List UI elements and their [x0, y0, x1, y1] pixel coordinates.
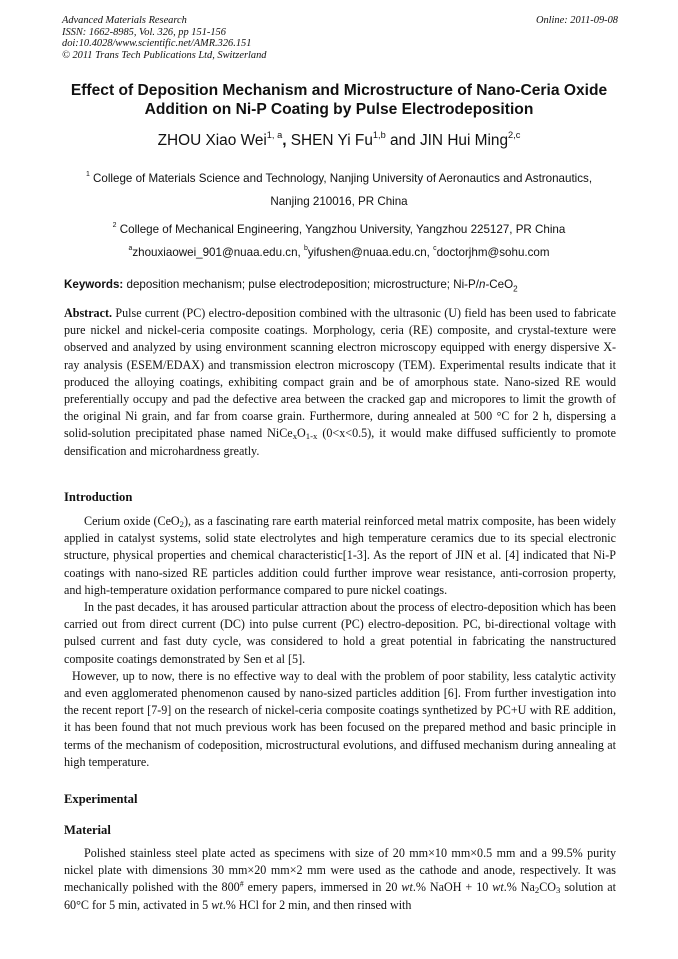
affiliation-1-line-2: Nanjing 210016, PR China [270, 195, 408, 208]
abstract-label: Abstract. [64, 306, 113, 320]
email-c-mark: c [433, 245, 437, 253]
section-heading-introduction: Introduction [64, 490, 133, 504]
exp-p1-b: emery papers, immersed in 20 [243, 880, 402, 895]
exp-wt-1: wt [401, 880, 413, 895]
author-1-affil: 1, a [266, 129, 283, 140]
exp-p1-c: .% NaOH + 10 [412, 880, 493, 895]
abstract-text-2: (0<x<0.5), it would make diffused sufficiently to promote densification and microhardness greatly. [64, 426, 616, 458]
exp-p1-a: Polished stainless steel plate acted as specimens with size of 20 mm×10 mm×0.5 mm and a 99.5% purity nickel plate with dimensions 30 mm×20 mm×2 mm were used as the cathode and anode, respectively. It was mechanically polished with the 800 [64, 846, 616, 895]
intro-paragraph-3: However, up to now, there is no effective way to deal with the problem of poor stability, less catalytic activity and even agglomerated phenomenon caused by nano-sized particles addition [6]. From further investigation into the recent report [7-9] on the research of nickel-ceria composite coatings synthetized by PC+U with RE addition, it has been found that not much previous work has been focused on the prepared method and basic principle in terms of the mechanism of codeposition, microstructural evolutions, and diffused mechanism during annealing at high temperature. [64, 668, 616, 769]
exp-wt-2: wt [492, 880, 504, 895]
experimental-paragraph-1 [64, 845, 620, 914]
exp-sub-2: 3 [556, 885, 561, 896]
intro-p1-b: ), as a fascinating rare earth material reinforced metal matrix composite, has been widely applied in catalyst systems, solid state electrolytes and high temperature ceramics due to its special electronic structure, physical properties and chemical characteristic[1-3]. As the report of JIN et al. [4] indicated that Ni-P coatings with nano-sized RE particles addition could further improve wear resistance, anti-corrosion property, and high-temperature oxidation performance compared to pure nickel coatings. [64, 514, 616, 597]
email-c: doctorjhm@sohu.com [436, 246, 550, 259]
email-a-mark: a [128, 245, 133, 253]
affiliation-1 [30, 167, 648, 213]
intro-p1-a: Cerium oxide (CeO [84, 514, 180, 528]
author-separator-2: and [385, 132, 420, 149]
email-a: zhouxiaowei_901@nuaa.edu.cn, [132, 246, 304, 259]
introduction-body [64, 513, 616, 771]
author-2: SHEN Yi Fu [290, 132, 373, 149]
abstract-sub-2: 1-x [305, 431, 318, 442]
exp-sub-1: 2 [534, 885, 540, 896]
author-3-affil: 2,c [508, 129, 521, 140]
exp-p1-g: .% HCl for 2 min, and then rinsed with [222, 897, 412, 912]
abstract-mid: O [297, 426, 306, 441]
author-2-affil: 1,b [372, 129, 386, 140]
copyright-line: © 2011 Trans Tech Publications Ltd, Switzerland [62, 49, 267, 61]
abstract [64, 305, 616, 460]
section-heading-experimental: Experimental [64, 792, 138, 806]
email-b: yifushen@nuaa.edu.cn, [307, 246, 434, 259]
online-date: Online: 2011-09-08 [535, 15, 618, 26]
issn-line: ISSN: 1662-8985, Vol. 326, pp 151-156 [62, 26, 226, 38]
author-1: ZHOU Xiao Wei [157, 132, 267, 149]
doi-line: doi:10.4028/www.scientific.net/AMR.326.151 [62, 38, 252, 49]
subsection-heading-material: Material [64, 823, 111, 837]
exp-p1-sup: # [239, 880, 244, 890]
keywords-tail: -CeO [485, 278, 514, 291]
author-list [30, 131, 648, 150]
email-list [30, 241, 648, 264]
keywords-sub: 2 [513, 284, 518, 294]
affiliation-2 [30, 218, 648, 264]
journal-header [62, 15, 618, 61]
exp-p1-d: .% Na [503, 880, 535, 895]
paper-title [40, 81, 638, 119]
exp-p1-f: solution at 60°C for 5 min, activated in 5 [64, 880, 620, 912]
affiliation-1-line-1: College of Materials Science and Technology, Nanjing University of Aeronautics and Astronautics, [89, 172, 593, 185]
title-line-1: Effect of Deposition Mechanism and Microstructure of Nano-Ceria Oxide [70, 82, 608, 99]
journal-name: Advanced Materials Research [62, 15, 187, 26]
email-b-mark: b [304, 245, 308, 253]
exp-wt-3: wt [211, 897, 223, 912]
title-line-2: Addition on Ni-P Coating by Pulse Electrodeposition [144, 101, 534, 118]
keywords-text: deposition mechanism; pulse electrodeposition; microstructure; Ni-P/ [123, 278, 479, 291]
keywords [64, 278, 624, 296]
intro-paragraph-2: In the past decades, it has aroused particular attraction about the process of electro-deposition which has been carried out from direct current (DC) into pulse current (PC) electro-deposition. PC, bi-directional voltage with pulsed current and fast duty cycle, was considered to hold a great potential in fabricating the nanstructured composite coatings demonstrated by Sen et al [5]. [64, 600, 616, 666]
affiliation-2-number: 2 [112, 222, 117, 230]
intro-p1-sub: 2 [179, 519, 185, 530]
abstract-sub-1: x [292, 431, 298, 442]
exp-p1-e: CO [539, 880, 557, 895]
author-separator-1: , [282, 132, 291, 149]
affiliation-2-text: College of Mechanical Engineering, Yangzhou University, Yangzhou 225127, PR China [116, 223, 566, 236]
author-3: JIN Hui Ming [419, 132, 509, 149]
keywords-label: Keywords: [64, 278, 124, 291]
affiliation-1-number: 1 [85, 171, 90, 179]
abstract-text-1: Pulse current (PC) electro-deposition combined with the ultrasonic (U) field has been used to fabricate pure nickel and nickel-ceria composite coatings. Morphology, ceria (RE) composite, and crystal-texture were observed and analyzed by using environment scanning electron microscopy equipped with energy dispersive X-ray analysis (ESEM/EDAX) and transmission electron microscopy (TEM). Experimental results indicate that it produced the alloying coatings, exhibiting compact grain and be of amorphous state. Nano-sized RE would preferentially occupy and pad the defective area between the cracked gap and micropores to limit the growth of the original Ni grain, and far from coarse grain. Furthermore, during annealed at 500 °C for 2 h, dispersing a solid-solution precipitated phase named NiCe [64, 306, 616, 441]
keywords-italic: n [478, 278, 486, 291]
intro-paragraph-1 [64, 513, 616, 599]
